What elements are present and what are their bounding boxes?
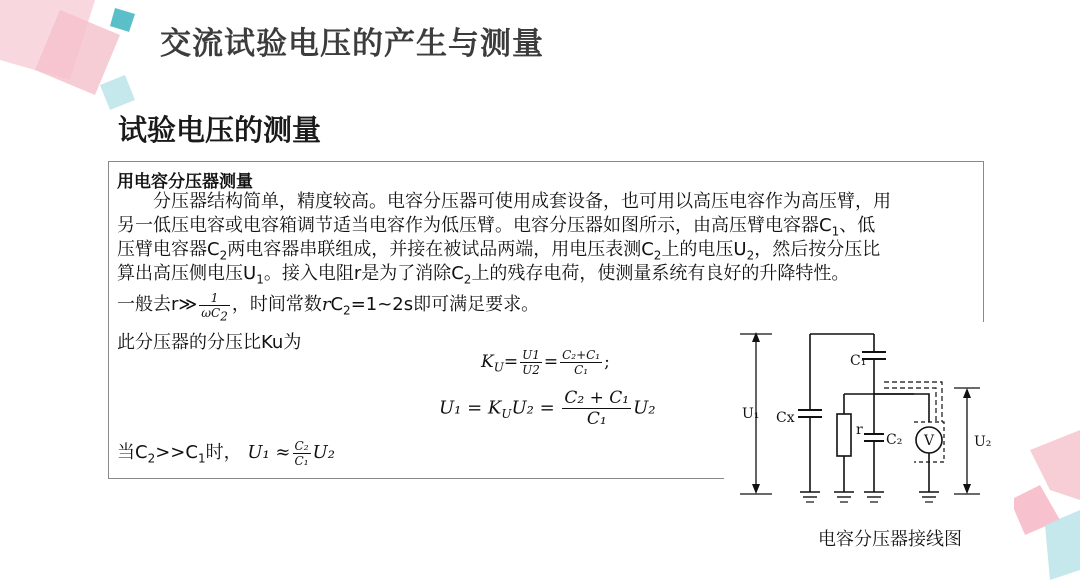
paragraph-line-1: 分压器结构简单，精度较高。电容分压器可使用成套设备，也可用以高压电容作为高压臂，用 [153, 191, 891, 212]
label-u2: U₂ [974, 434, 992, 450]
paragraph-line-4: 算出高压侧电压$U_1$。接入电阻r是为了消除$C_2$上的残存电荷，使测量系统有良好的升降特性。 [117, 263, 850, 287]
diagram-caption: 电容分压器接线图 [818, 529, 962, 550]
label-u1: U₁ [742, 406, 760, 422]
label-cx: Cx [776, 410, 795, 426]
ku-formula: $K_U=$ $\frac{U1}{U2}$ = $\frac{\text{C₂+C₁}}{\text{C₁}}$ ; [481, 348, 610, 377]
slide-title: 交流试验电压的产生与测量 [160, 26, 544, 62]
label-r: r [856, 422, 863, 438]
u1-formula: $U_1 = K_UU_2$ = $\frac{\text{C₂ + C₁}}{\text{C₁}}$ U₂ [439, 388, 656, 429]
resistor-rule-line: 一般去r≫ $\frac{1}{\omega C_2}$ ，时间常数$rC_2=1\sim 2s$即可满足要求。 [117, 290, 540, 323]
paragraph-line-3: 压臂电容器$C_2$两电容器串联组成，并接在被试品两端，用电压表测$C_2$上的电压$U_2$，然后按分压比 [117, 239, 881, 263]
paragraph-line-2: 另一低压电容或电容箱调节适当电容作为低压臂。电容分压器如图所示，由高压臂电容器$C_1$、低 [117, 215, 876, 239]
resistor-rule-fraction: $\frac{1}{\omega C_2}$ [201, 290, 228, 323]
capacitive-divider-circuit-diagram [724, 322, 1014, 522]
section-title: 试验电压的测量 [118, 113, 322, 147]
label-c1: C₁ [850, 353, 867, 369]
ratio-intro-line: 此分压器的分压比Ku为 [117, 332, 302, 353]
box-heading: 用电容分压器测量 [117, 172, 253, 192]
approximation-line: 当$C_2>>C_1$时， U₁ ≈ $\frac{\text{C₂}}{\text{C₁}}$ U₂ [117, 438, 335, 468]
label-voltmeter: V [924, 433, 935, 449]
label-c2: C₂ [886, 432, 903, 448]
description-paragraph [117, 190, 977, 286]
